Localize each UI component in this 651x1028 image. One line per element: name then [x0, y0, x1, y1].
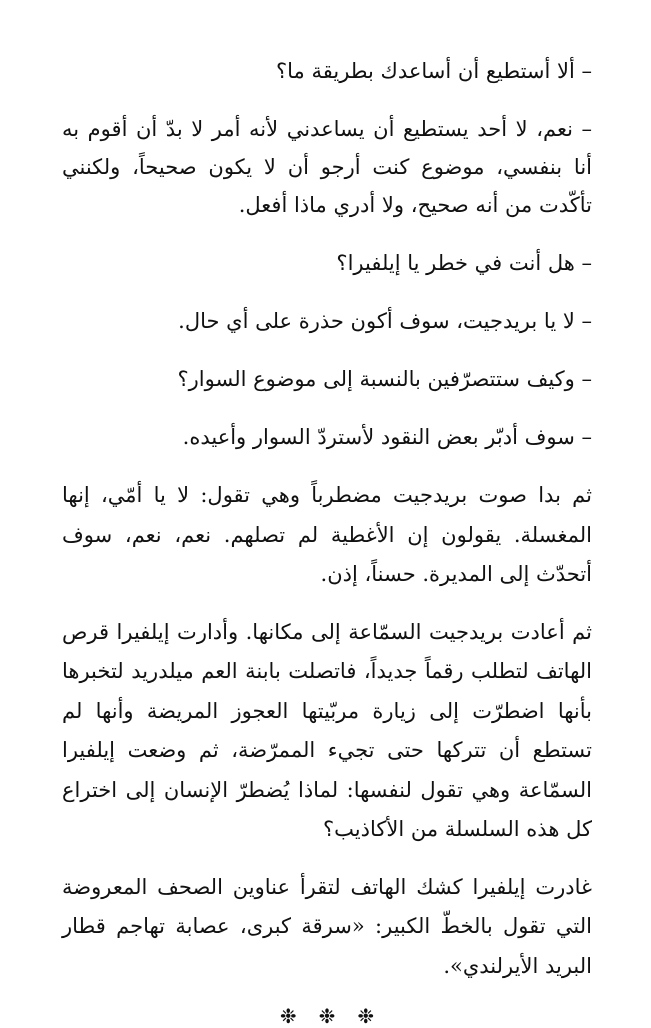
section-break-ornament: ❉❉❉ [279, 1004, 397, 1028]
dialogue-line-6: – سوف أدبّر بعض النقود لأستردّ السوار وأعيده. [182, 425, 592, 449]
paragraph-2: ثم أعادت بريدجيت السمّاعة إلى مكانها. وأدارت إيلفيرا قرص الهاتف لتطلب رقماً جديداً، فاتصلت بابنة العم ميلدريد لتخبرها بأنها اضطرّت إلى زيارة مربّيتها العجوز المريضة وأنها لم تستطع أن تتركها حتى تجيء الممرّضة، ثم وضعت إيلفيرا السمّاعة وهي تقول لنفسها: لماذا يُضطرّ الإنسان إلى اختراع كل هذه السلسلة من الأكاذيب؟ [62, 619, 592, 841]
paragraph-3: غادرت إيلفيرا كشك الهاتف لتقرأ عناوين الصحف المعروضة التي تقول بالخطّ الكبير: «سرقة كبرى، عصابة تهاجم قطار البريد الأيرلندي». [62, 874, 592, 978]
dialogue-line-3: – هل أنت في خطر يا إيلفيرا؟ [336, 251, 592, 275]
dialogue-line-1: – ألا أستطيع أن أساعدك بطريقة ما؟ [276, 59, 592, 83]
dialogue-line-2: – نعم، لا أحد يستطيع أن يساعدني لأنه أمر لا بدّ أن أقوم به أنا بنفسي، موضوع كنت أرجو أن لا يكون صحيحاً، ولكنني تأكّدت من أنه صحيح، ولا أدري ماذا أفعل. [62, 117, 592, 217]
book-page [62, 52, 592, 1028]
dialogue-line-4: – لا يا بريدجيت، سوف أكون حذرة على أي حال. [178, 309, 592, 333]
paragraph-1: ثم بدا صوت بريدجيت مضطرباً وهي تقول: لا يا أمّي، إنها المغسلة. يقولون إن الأغطية لم تصلهم. نعم، نعم، سوف أتحدّث إلى المديرة. حسناً، إذن. [62, 483, 592, 586]
dialogue-line-5: – وكيف ستتصرّفين بالنسبة إلى موضوع السوار؟ [177, 367, 592, 391]
